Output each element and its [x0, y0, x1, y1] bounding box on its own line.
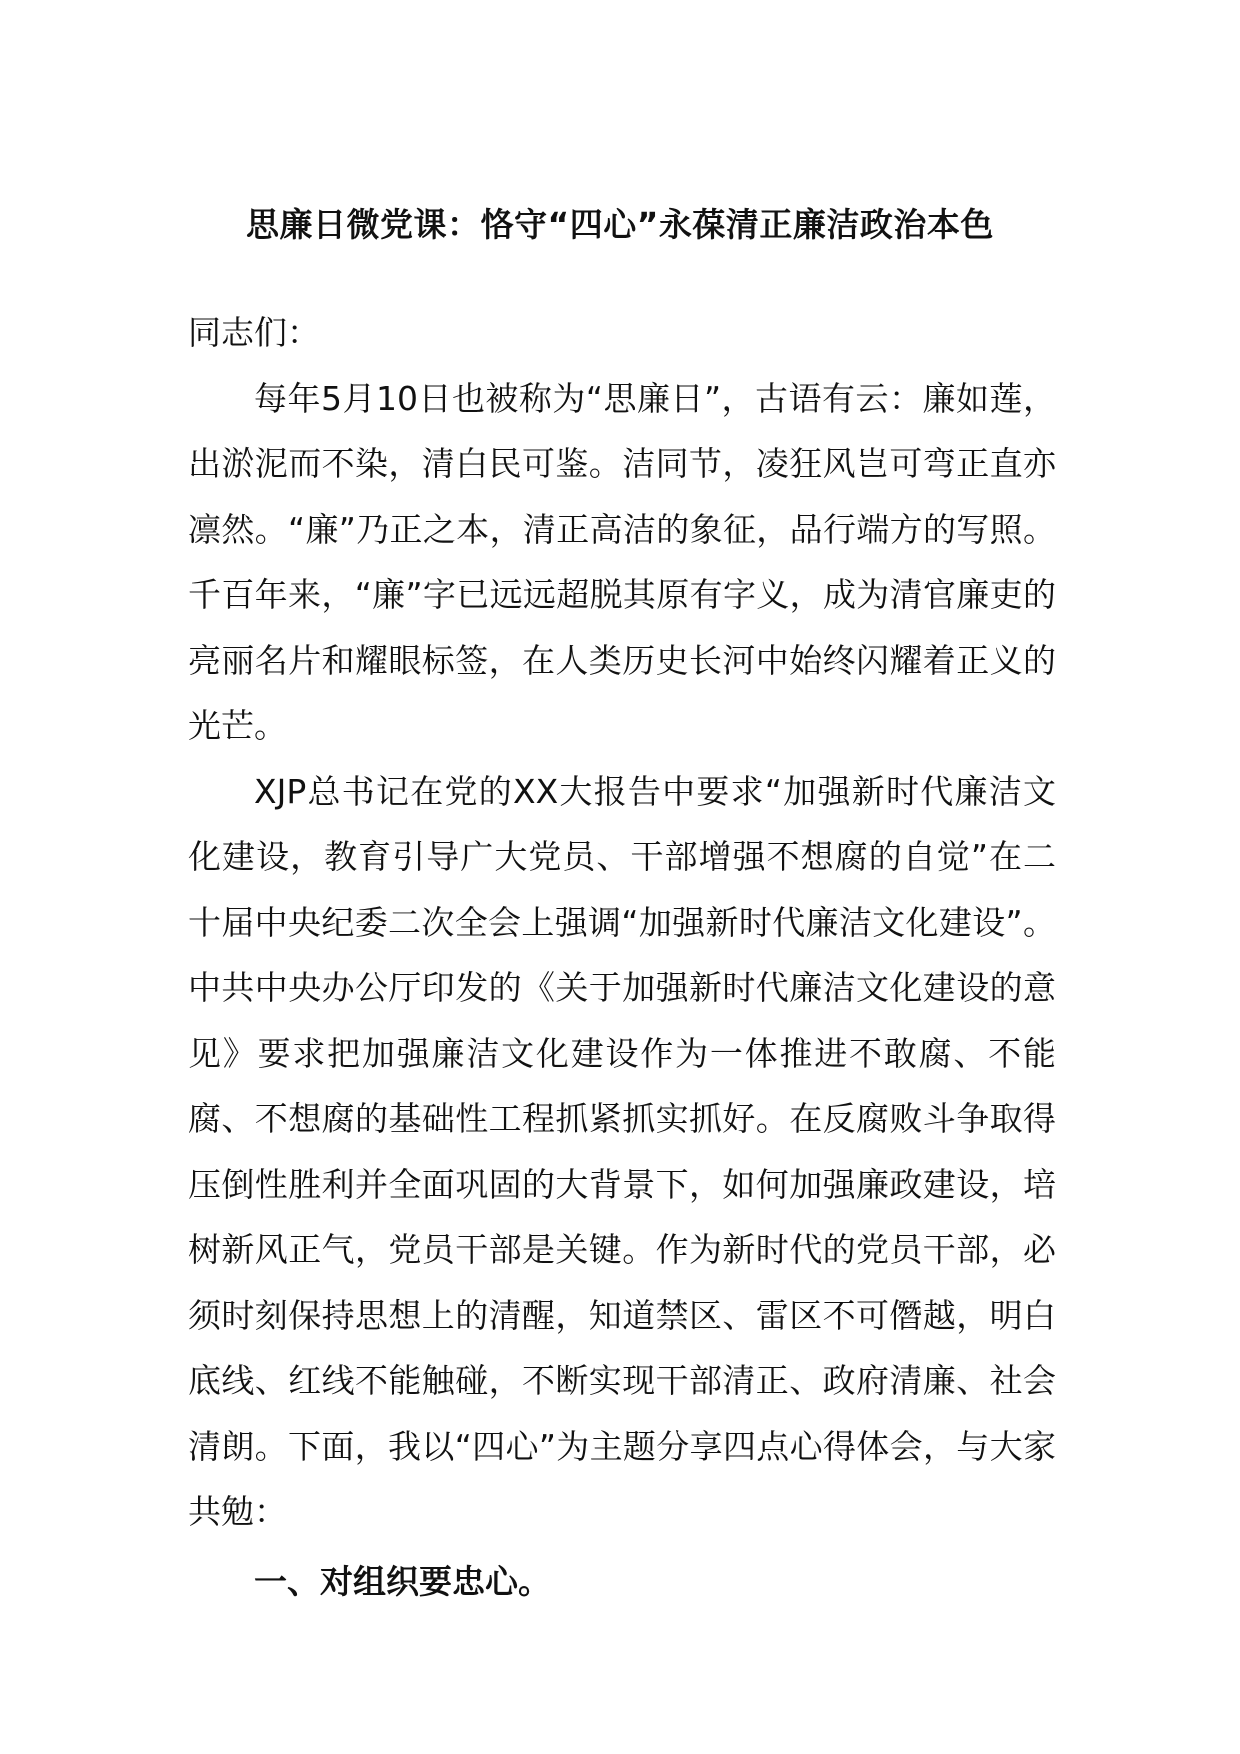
paragraph-requirements: XJP总书记在党的XX大报告中要求“加强新时代廉洁文化建设，教育引导广大党员、干部增强不想腐的自觉”在二十届中央纪委二次全会上强调“加强新时代廉洁文化建设”。中共中央办公厅印发的《关于加强新时代廉洁文化建设的意见》要求把加强廉洁文化建设作为一体推进不敢腐、不能腐、不想腐的基础性工程抓紧抓实抓好。在反腐败斗争取得压倒性胜利并全面巩固的大背景下，如何加强廉政建设，培树新风正气，党员干部是关键。作为新时代的党员干部，必须时刻保持思想上的清醒，知道禁区、雷区不可僭越，明白底线、红线不能触碰，不断实现干部清正、政府清廉、社会清朗。下面，我以“四心”为主题分享四点心得体会，与大家共勉： [188, 771, 1056, 1531]
document-body [188, 300, 1056, 1614]
section-heading: 一、对组织要忠心。 [254, 1561, 551, 1601]
paragraph-intro: 每年5月10日也被称为“思廉日”，古语有云：廉如莲，出淤泥而不染，清白民可鉴。洁同节，凌狂风岂可弯正直亦凛然。“廉”乃正之本，清正高洁的象征，品行端方的写照。千百年来，“廉”字已远远超脱其原有字义，成为清官廉吏的亮丽名片和耀眼标签，在人类历史长河中始终闪耀着正义的光芒。 [188, 378, 1056, 745]
greeting: 同志们： [188, 313, 320, 352]
document-title: 思廉日微党课：恪守“四心”永葆清正廉洁政治本色 [246, 205, 994, 244]
